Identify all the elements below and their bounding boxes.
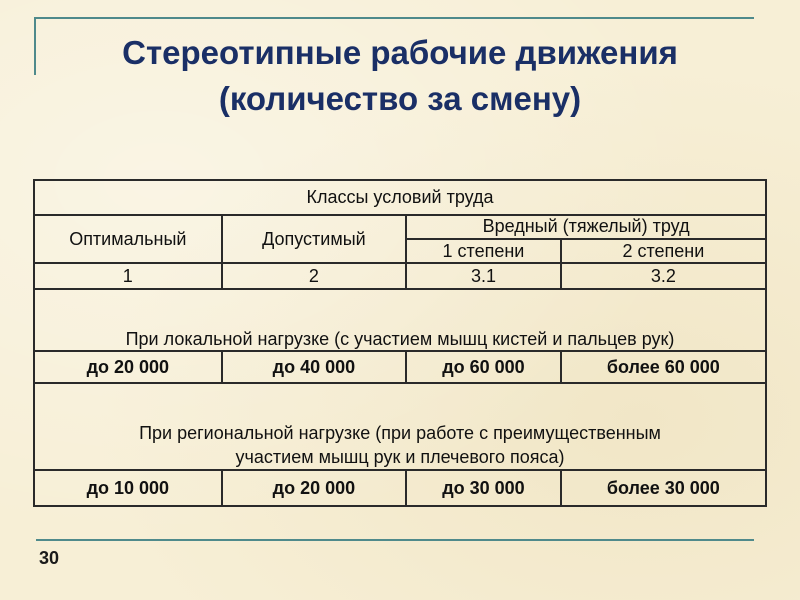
regional-value-cell: до 10 000: [34, 470, 222, 506]
bottom-divider: [36, 539, 754, 541]
table-row-local-load-values: [34, 351, 766, 383]
regional-value-cell: до 30 000: [406, 470, 561, 506]
page-number: 30: [39, 548, 60, 568]
degree-1-header-cell: 1 степени: [406, 239, 561, 263]
local-value-cell: до 60 000: [406, 351, 561, 383]
classes-header-cell: Классы условий труда: [34, 180, 766, 215]
local-value-cell: до 40 000: [222, 351, 407, 383]
harmful-header-cell: Вредный (тяжелый) труд: [406, 215, 766, 239]
table-row-local-load-label: [34, 289, 766, 351]
class-code-cell: 2: [222, 263, 407, 289]
work-movements-table: [33, 179, 767, 507]
regional-label-line-1: При региональной нагрузке (при работе с преимущественным: [139, 423, 661, 443]
slide-title: [0, 30, 800, 122]
local-value-cell: более 60 000: [561, 351, 766, 383]
regional-value-cell: более 30 000: [561, 470, 766, 506]
title-line-2: (количество за смену): [218, 80, 582, 117]
acceptable-header-cell: Допустимый: [222, 215, 407, 263]
regional-value-cell: до 20 000: [222, 470, 407, 506]
table-row-category-headers: [34, 215, 766, 239]
class-code-cell: 3.2: [561, 263, 766, 289]
regional-label-line-2: участием мышц рук и плечевого пояса): [235, 447, 565, 467]
table-row-regional-load-values: [34, 470, 766, 506]
optimal-header-cell: Оптимальный: [34, 215, 222, 263]
class-code-cell: 1: [34, 263, 222, 289]
title-line-1: Стереотипные рабочие движения: [122, 34, 678, 71]
table-row-classes-header: [34, 180, 766, 215]
table-row-regional-load-label: [34, 383, 766, 470]
class-code-cell: 3.1: [406, 263, 561, 289]
top-divider: [36, 17, 754, 19]
regional-load-label-cell: [34, 383, 766, 470]
table-row-class-codes: [34, 263, 766, 289]
degree-2-header-cell: 2 степени: [561, 239, 766, 263]
local-value-cell: до 20 000: [34, 351, 222, 383]
local-load-label-cell: При локальной нагрузке (с участием мышц кистей и пальцев рук): [34, 289, 766, 351]
